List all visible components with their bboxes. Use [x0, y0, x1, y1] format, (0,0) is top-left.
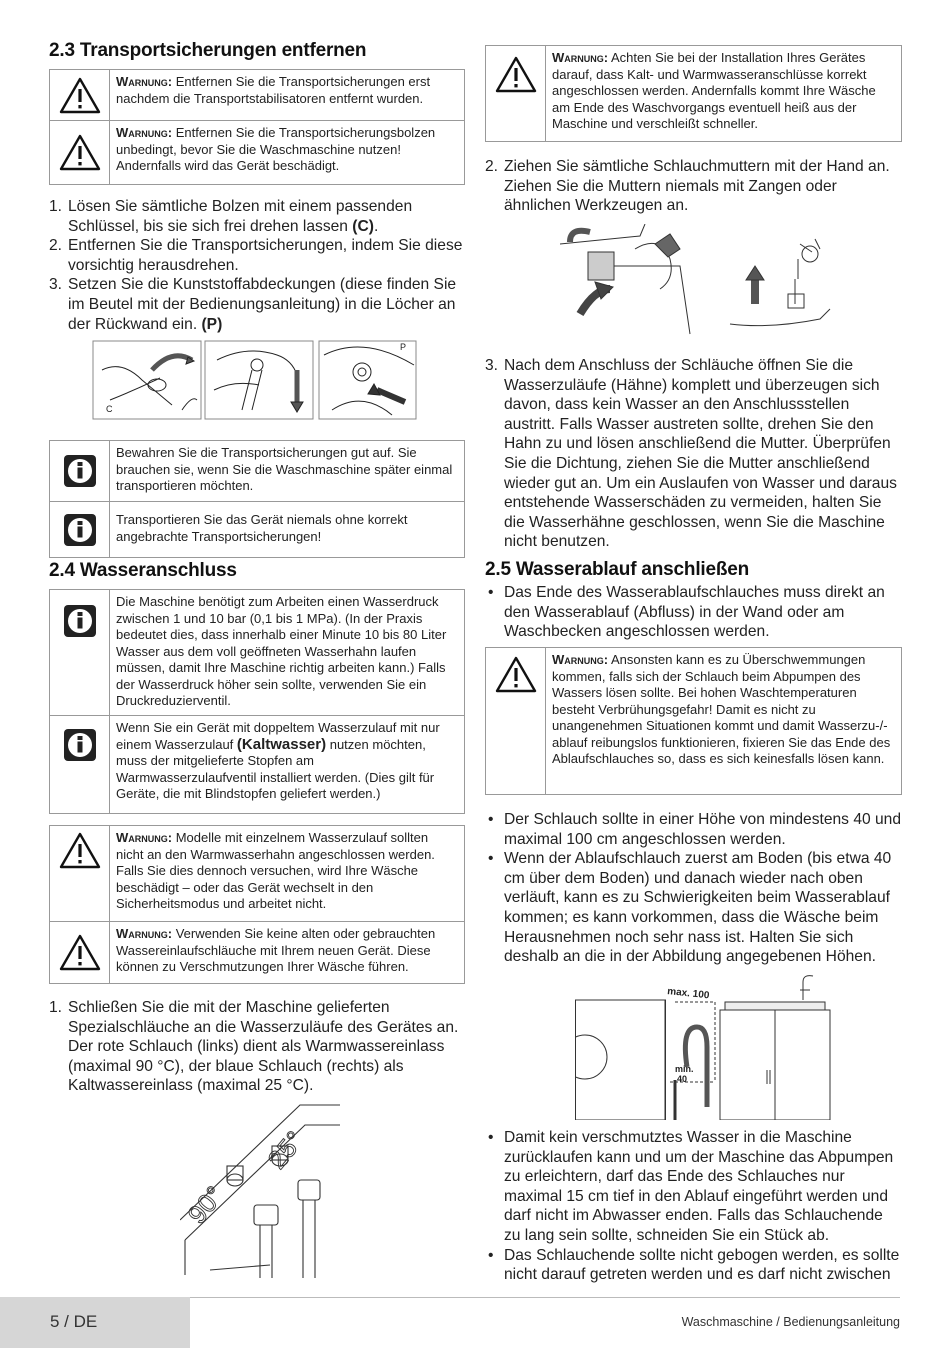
bullet-list-2-5-b [485, 810, 902, 967]
list-text: Wenn der Ablaufschlauch zuerst am Boden (bis etwa 40 cm über dem Boden) und danach wieder nach oben verläuft, kann es zu Schwierigkeiten beim Wasserablauf kommen; es kann vorkommen, dass die Wäsche beim Herausnehmen noch sehr nass ist. Halten Sie sich deshalb an die in der Abbildung angegebenen Höhen. [504, 850, 892, 966]
drain-height-figure [575, 972, 831, 1120]
list-item [49, 197, 465, 236]
info-group-2-4 [49, 589, 465, 814]
section-heading-2-5: 2.5 Wasserablauf anschließen [485, 559, 750, 580]
bullet-symbol: • [488, 811, 494, 828]
warning-label: Warnung: [552, 652, 609, 667]
min-height-label: min. [675, 1064, 694, 1074]
warning-box [49, 922, 465, 984]
warning-box [49, 69, 465, 121]
info-icon [50, 716, 110, 813]
info-box [49, 716, 465, 814]
bullet-symbol: • [488, 850, 494, 868]
list-item [49, 275, 465, 334]
list-bold: (P) [201, 315, 223, 333]
info-text: Die Maschine benötigt zum Arbeiten einen Wasserdruck zwischen 1 und 10 bar (0,1 bis 1 MPa). (In der Praxis bedeutet dies, dass innerhalb einer Minute 10 bis 80 Liter Wasser aus dem voll geöffneten Wasserhahn laufen müssen, damit Ihre Maschine richtig arbeiten kann.) Falls der Wasserdruck höher sein sollte, verwenden Sie ein Druckreduzierventil. [116, 594, 447, 708]
list-text: Setzen Sie die Kunststoffabdeckungen (diese finden Sie im Beutel mit der Bedienungsanleitung) in die Löcher an der Rückwand ein. [68, 276, 457, 333]
warning-group-2-4 [49, 825, 465, 984]
steps-list-2-4 [49, 998, 465, 1096]
list-item [485, 157, 902, 216]
figure-label-p: P [400, 342, 407, 352]
list-bold: (C) [352, 217, 374, 235]
warning-box [485, 45, 902, 142]
list-text: Nach dem Anschluss der Schläuche öffnen Sie die Wasserzuläufe (Hähne) komplett und überzeugen sich davon, dass kein Wasser an den Anschlussstellen austritt. Falls Wasser austreten sollte, drehen Sie den Hahn zu und lösen anschließend die Mutter. Überprüfen Sie die Dichtung, ziehen Sie die Mutter anschließend wieder gut an. Um ein Auslaufen von Wasser und daraus entstehende Wasserschäden zu vermeiden, halten Sie die Wasserhähne geschlossen, wenn Sie die Maschine nicht benutzen. [504, 357, 897, 551]
section-heading-2-3: 2.3 Transportsicherungen entfernen [49, 40, 367, 61]
info-box [49, 589, 465, 716]
bullet-item [485, 583, 902, 642]
cold-water-label: 25° [261, 1125, 310, 1175]
warning-text [110, 70, 464, 120]
list-number: 1. [49, 198, 63, 215]
list-end: . [373, 217, 379, 235]
list-text: Ziehen Sie sämtliche Schlauchmuttern mit der Hand an. Ziehen Sie die Muttern niemals mit Zangen oder ähnlichen Werkzeugen an. [504, 158, 890, 215]
info-text-bold: (Kaltwasser) [236, 735, 327, 753]
info-text-part: nutzen möchten, muss der mitgelieferte Stopfen am Warmwasserzulaufventil installiert werden. (Dies gilt für Geräte, die mit Blindstopfen geliefert werden.) [116, 736, 435, 801]
warning-body: Achten Sie bei der Installation Ihres Gerätes darauf, dass Kalt- und Warmwasseranschlüsse korrekt angeschlossen werden. Andernfalls kommt Ihre Wäsche am Ende des Waschvorgangs eventuell heiß aus der Maschine und verschleißt schneller. [552, 50, 876, 131]
warning-label: Warnung: [116, 74, 173, 89]
bullet-list-2-5-a [485, 583, 902, 642]
warning-body: Modelle mit einzelnem Wasserzulauf sollten nicht an den Warmwasserhahn angeschlossen werden. Falls Sie dies dennoch versuchen, wird Ihre Wäsche beschädigt – oder das Gerät wechselt in den Sicherheitsmodus und arbeitet nicht. [116, 830, 435, 911]
info-box [49, 502, 465, 558]
warning-text [110, 922, 464, 983]
warning-body: Entfernen Sie die Transportsicherungsbolzen unbedingt, bevor Sie die Waschmaschine nutzen! Andernfalls wird das Gerät beschädigt. [116, 125, 436, 173]
bullet-item [485, 1246, 902, 1285]
steps-list-2-3 [49, 197, 465, 334]
info-box [49, 440, 465, 502]
list-text: Das Ende des Wasserablaufschlauches muss direkt an den Wasserablauf (Abfluss) in der Wand oder am Waschbecken angeschlossen werden. [504, 584, 885, 641]
warning-text [546, 648, 901, 794]
info-icon [50, 590, 110, 715]
list-number: 3. [485, 357, 499, 374]
warning-text [546, 46, 901, 141]
bullet-symbol: • [488, 1246, 494, 1264]
info-group-2-3 [49, 440, 465, 558]
list-number: 3. [49, 276, 63, 294]
info-text: Transportieren Sie das Gerät niemals ohne korrekt angebrachte Transportsicherungen! [116, 512, 408, 544]
warning-triangle-icon [50, 70, 110, 120]
list-item [485, 356, 902, 552]
transport-bolt-figure [92, 340, 417, 420]
list-text: Das Schlauchende sollte nicht gebogen werden, es sollte nicht darauf getreten werden und es darf nicht zwischen [504, 1246, 900, 1284]
water-inlet-figure [180, 1100, 340, 1278]
warning-body: Entfernen Sie die Transportsicherungen erst nachdem die Transportstabilisatoren entfernt wurden. [116, 74, 431, 106]
info-icon [50, 441, 110, 501]
list-number: 2. [485, 158, 499, 175]
step-3-right [485, 356, 902, 552]
warning-box [49, 121, 465, 185]
info-text [110, 716, 464, 813]
section-heading-2-4: 2.4 Wasseranschluss [49, 560, 237, 581]
page-footer [0, 1297, 950, 1348]
list-text: Schließen Sie die mit der Maschine gelieferten Spezialschläuche an die Wasserzuläufe des Gerätes an. Der rote Schlauch (links) dient als Warmwassereinlass (maximal 90 °C), der blaue Schlauch (rechts) als Kaltwassereinlass (maximal 25 °C). [68, 999, 459, 1095]
left-column [49, 40, 465, 334]
list-item [49, 236, 465, 275]
warning-2-5 [485, 647, 902, 795]
hot-water-label: 90° [181, 1180, 230, 1230]
warning-triangle-icon [50, 826, 110, 921]
warning-label: Warnung: [116, 125, 173, 140]
warning-label: Warnung: [116, 830, 173, 845]
info-text: Bewahren Sie die Transportsicherungen gut auf. Sie brauchen sie, wenn Sie die Waschmaschine später einmal transportieren möchten. [116, 445, 453, 493]
warning-box [485, 647, 902, 795]
bullet-item [485, 849, 902, 967]
bullet-item [485, 1128, 902, 1246]
min-height-value: 40 [677, 1074, 688, 1084]
warning-triangle-icon [50, 922, 110, 983]
bullet-list-2-5-c [485, 1128, 902, 1285]
info-text-part: Wenn Sie ein Gerät mit doppeltem Wasserzulauf mit nur einem Wasserzulauf [116, 720, 440, 752]
warning-body: Verwenden Sie keine alten oder gebrauchten Wassereinlaufschläuche mit Ihrem neuen Gerät. Diese können zu Verschmutzungen Ihrer Wäsche führen. [116, 926, 436, 974]
figure-label-c: C [106, 404, 113, 414]
list-text: Damit kein verschmutztes Wasser in die Maschine zurücklaufen kann und um der Maschine das Abpumpen zu erleichtern, darf das Ende des Schlauches nur maximal 15 cm tief in den Ablauf eingeführt werden und darf nicht im Abwasser enden. Falls das Schlauchende zu lang sein sollte, schneiden Sie ein Stück ab. [504, 1129, 894, 1244]
warning-label: Warnung: [116, 926, 173, 941]
list-number: 2. [49, 237, 63, 255]
hand-tightening-figure [560, 224, 850, 346]
warning-label: Warnung: [552, 50, 609, 65]
step-2-right [485, 157, 902, 216]
document-title: Waschmaschine / Bedienungsanleitung [681, 1315, 900, 1329]
warning-body: Ansonsten kann es zu Überschwemmungen kommen, falls sich der Schlauch beim Abpumpen des Wassers lösen sollte. Bei hohen Waschtemperaturen besteht Verbrühungsgefahr! Damit es nicht zu unangenehmen Situationen kommt und damit Wasserzu-/-ablauf reibungslos funktionieren, fixieren Sie das Ende des Ablaufschlauches so, dass es sich keinesfalls lösen kann. [552, 652, 891, 766]
warning-box [49, 825, 465, 922]
list-text: Lösen Sie sämtliche Bolzen mit einem passenden Schlüssel, bis sie sich frei drehen lassen [68, 198, 413, 235]
max-height-label: max. 100 [666, 986, 710, 1002]
page-number: 5 / DE [50, 1312, 98, 1331]
list-number: 1. [49, 999, 63, 1016]
list-text: Der Schlauch sollte in einer Höhe von mindestens 40 und maximal 100 cm angeschlossen werden. [504, 811, 902, 848]
info-icon [50, 502, 110, 557]
list-item [49, 998, 465, 1096]
bullet-symbol: • [488, 1129, 494, 1146]
warning-triangle-icon [486, 46, 546, 141]
list-text: Entfernen Sie die Transportsicherungen, indem Sie diese vorsichtig herausdrehen. [68, 237, 463, 274]
warning-group-2-3 [49, 69, 465, 185]
bullet-symbol: • [488, 584, 494, 601]
warning-text [110, 826, 464, 921]
warning-triangle-icon [50, 121, 110, 184]
warning-triangle-icon [486, 648, 546, 794]
bullet-item [485, 810, 902, 849]
warning-top-right [485, 45, 902, 142]
footer-rule [190, 1297, 900, 1298]
warning-text [110, 121, 464, 184]
